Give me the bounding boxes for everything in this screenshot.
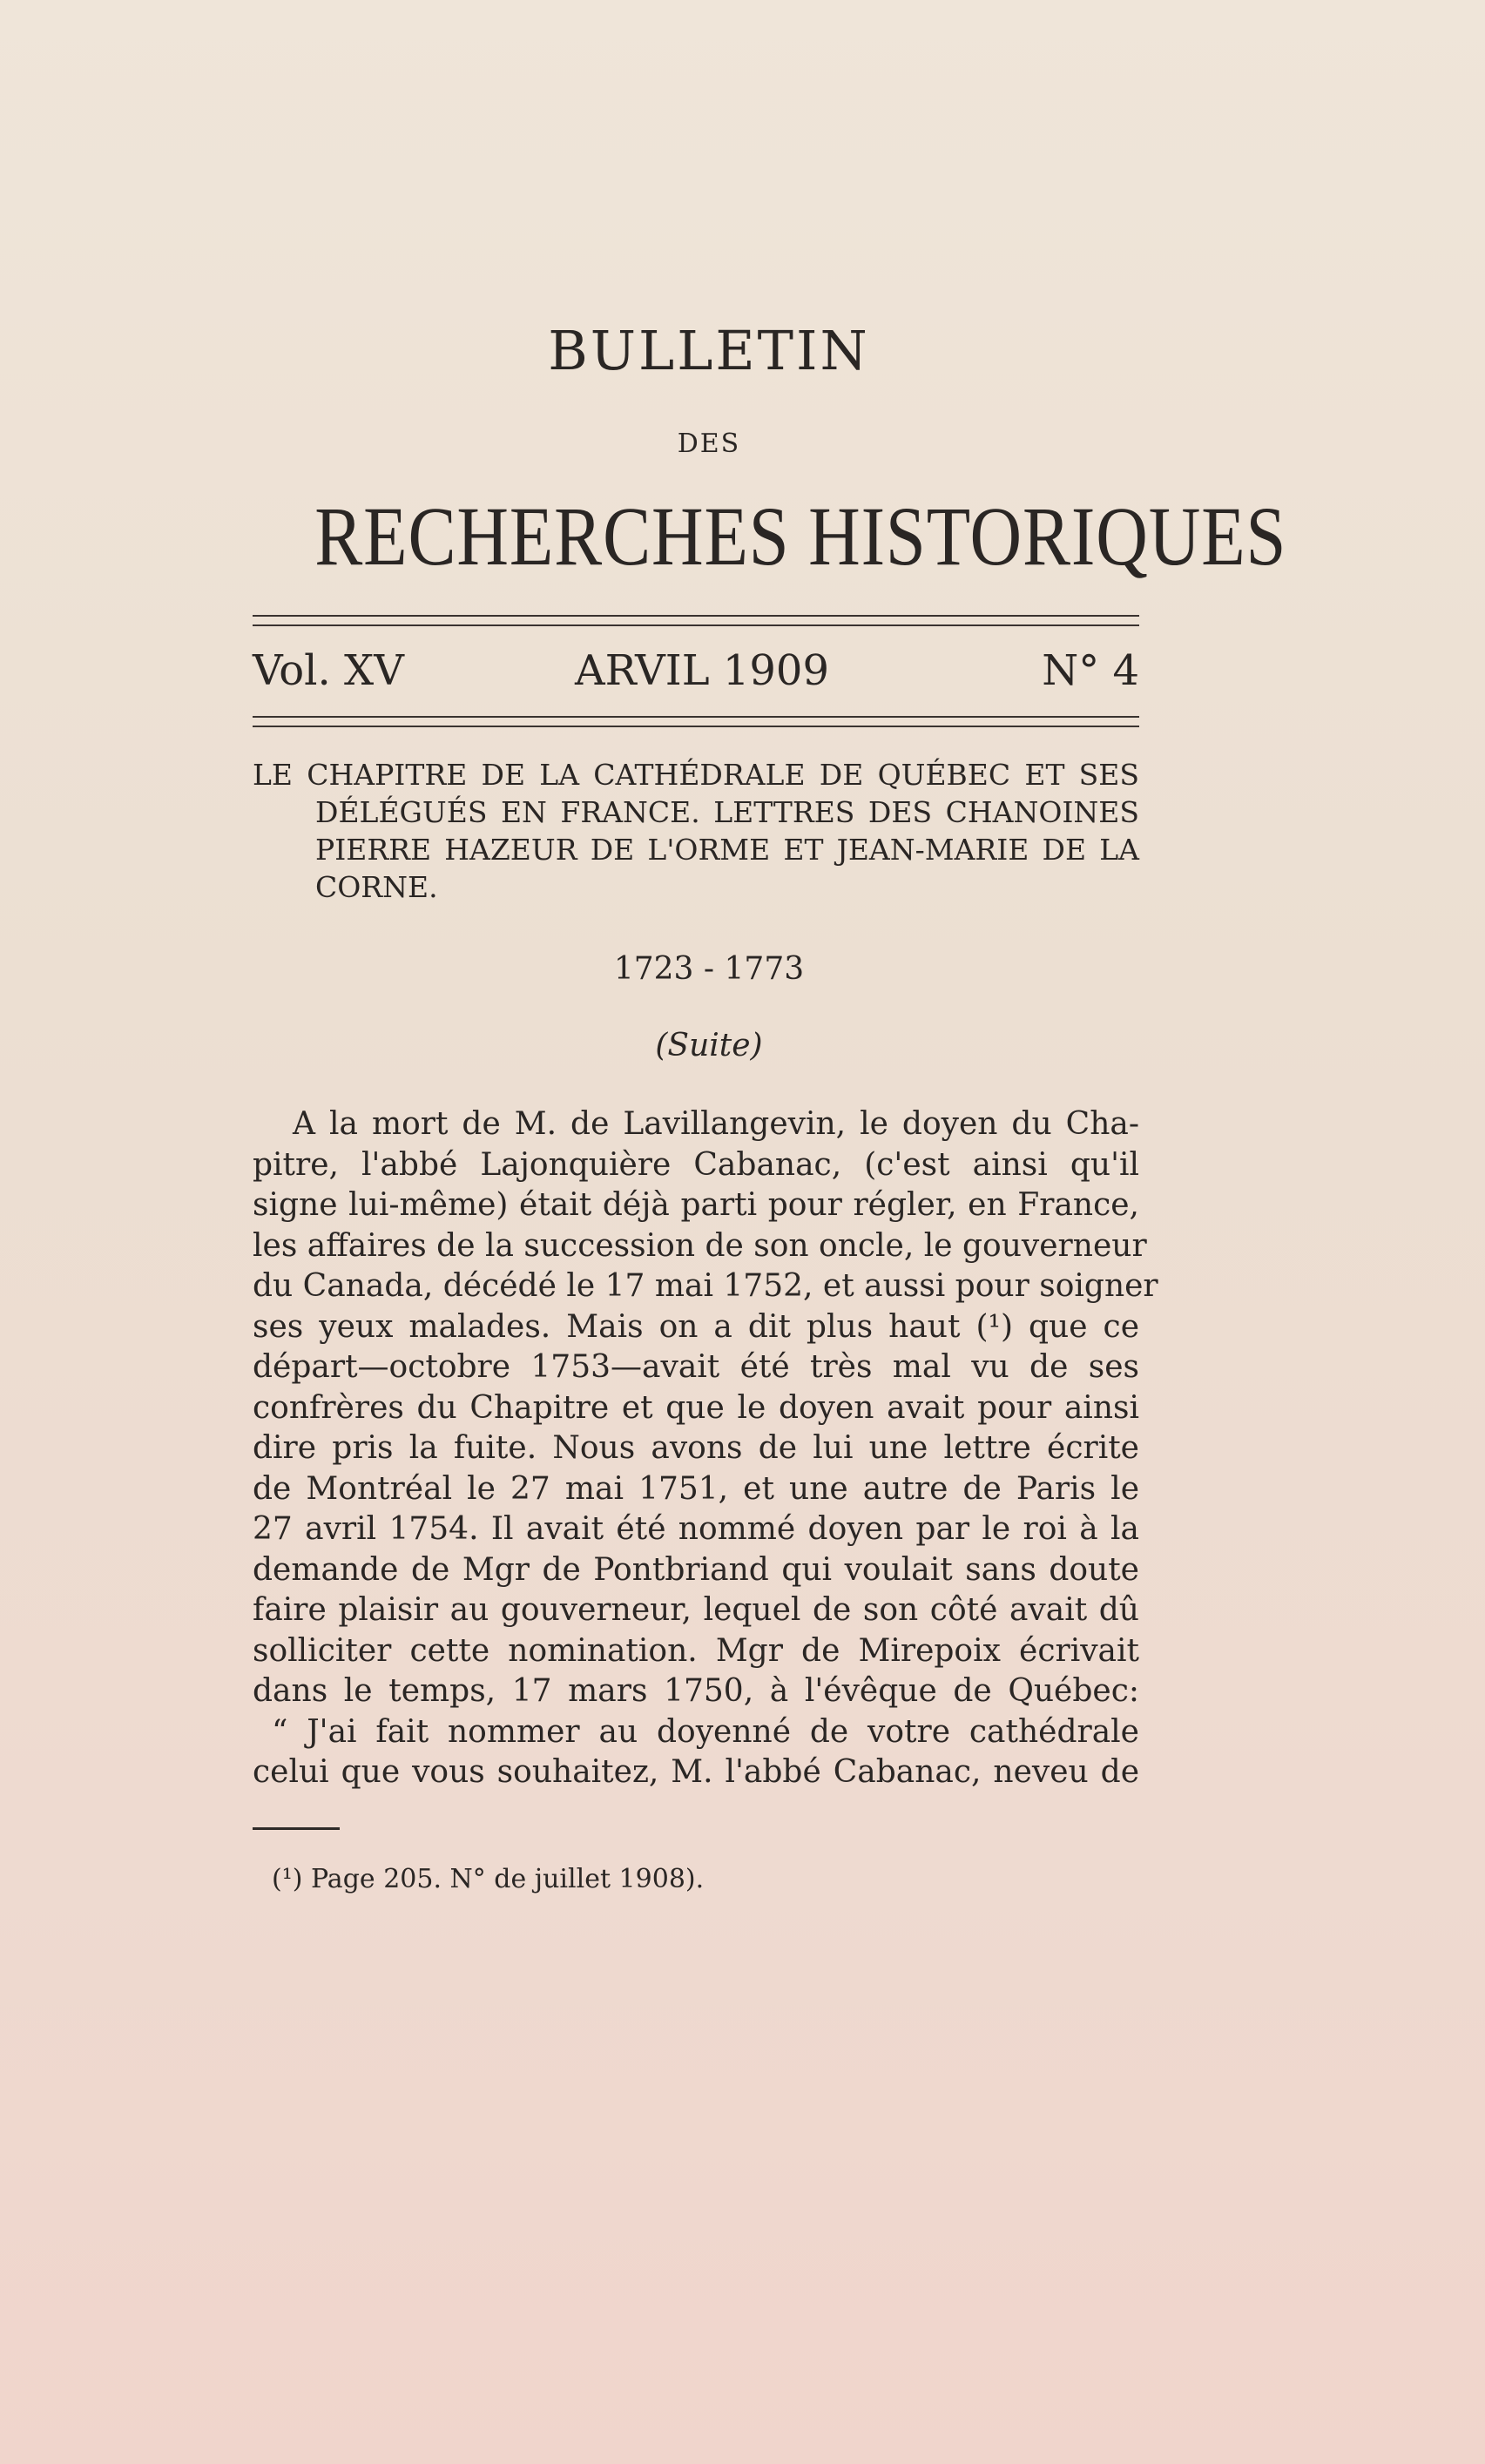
issue-volume: Vol. XV	[253, 646, 404, 695]
body-line: confrères du Chapitre et que le doyen avait pour ainsi	[253, 1389, 1139, 1426]
header-rule-bottom	[253, 716, 1139, 727]
header-rule-top	[253, 615, 1139, 626]
body-line: les affaires de la succession de son oncle, le gouverneur	[253, 1227, 1147, 1264]
body-line: celui que vous souhaitez, M. l'abbé Cabanac, neveu de	[253, 1754, 1139, 1790]
body-line: dire pris la fuite. Nous avons de lui une lettre écrite	[253, 1430, 1139, 1466]
body-line: du Canada, décédé le 17 mai 1752, et aussi pour soigner	[253, 1268, 1158, 1304]
footnote: (¹) Page 205. N° de juillet 1908).	[272, 1864, 705, 1894]
footnote-rule	[253, 1827, 340, 1830]
article-continuation: (Suite)	[655, 1028, 763, 1063]
body-line: demande de Mgr de Pontbriand qui voulait sans doute	[253, 1551, 1139, 1588]
body-line: “ J'ai fait nommer au doyenné de votre cathédrale	[272, 1713, 1139, 1750]
body-line: pitre, l'abbé Lajonquière Cabanac, (c'est ainsi qu'il	[253, 1146, 1139, 1183]
article-years: 1723 - 1773	[613, 951, 805, 987]
body-line: de Montréal le 27 mai 1751, et une autre de Paris le	[253, 1470, 1139, 1507]
journal-title-des: DES	[677, 429, 741, 459]
body-line: 27 avril 1754. Il avait été nommé doyen par le roi à la	[253, 1511, 1139, 1547]
body-line: solliciter cette nomination. Mgr de Mirepoix écrivait	[253, 1632, 1139, 1669]
body-line: faire plaisir au gouverneur, lequel de son côté avait dû	[253, 1592, 1139, 1628]
article-body	[253, 1104, 1158, 1793]
body-line: dans le temps, 17 mars 1750, à l'évêque de Québec:	[253, 1673, 1139, 1709]
body-line: A la mort de M. de Lavillangevin, le doyen du Cha-	[293, 1106, 1139, 1142]
issue-date: ARVIL 1909	[575, 646, 830, 695]
body-line: signe lui-même) était déjà parti pour régler, en France,	[253, 1187, 1139, 1223]
journal-title-bulletin: BULLETIN	[548, 319, 870, 382]
issue-line	[253, 645, 1139, 697]
issue-number: N° 4	[1042, 646, 1139, 695]
article-title-text: LE CHAPITRE DE LA CATHÉDRALE DE QUÉBEC ET SES DÉLÉGUÉS EN FRANCE. LETTRES DES CHANOINES PIERRE HAZEUR DE L'ORME ET JEAN-MARIE DE LA CORNE.	[253, 758, 1139, 904]
body-line: ses yeux malades. Mais on a dit plus haut (¹) que ce	[253, 1308, 1139, 1345]
article-title	[253, 756, 1139, 906]
page-content	[253, 0, 1287, 2464]
journal-title-main: RECHERCHES HISTORIQUES	[314, 489, 1287, 583]
body-line: départ—octobre 1753—avait été très mal vu de ses	[253, 1349, 1139, 1385]
